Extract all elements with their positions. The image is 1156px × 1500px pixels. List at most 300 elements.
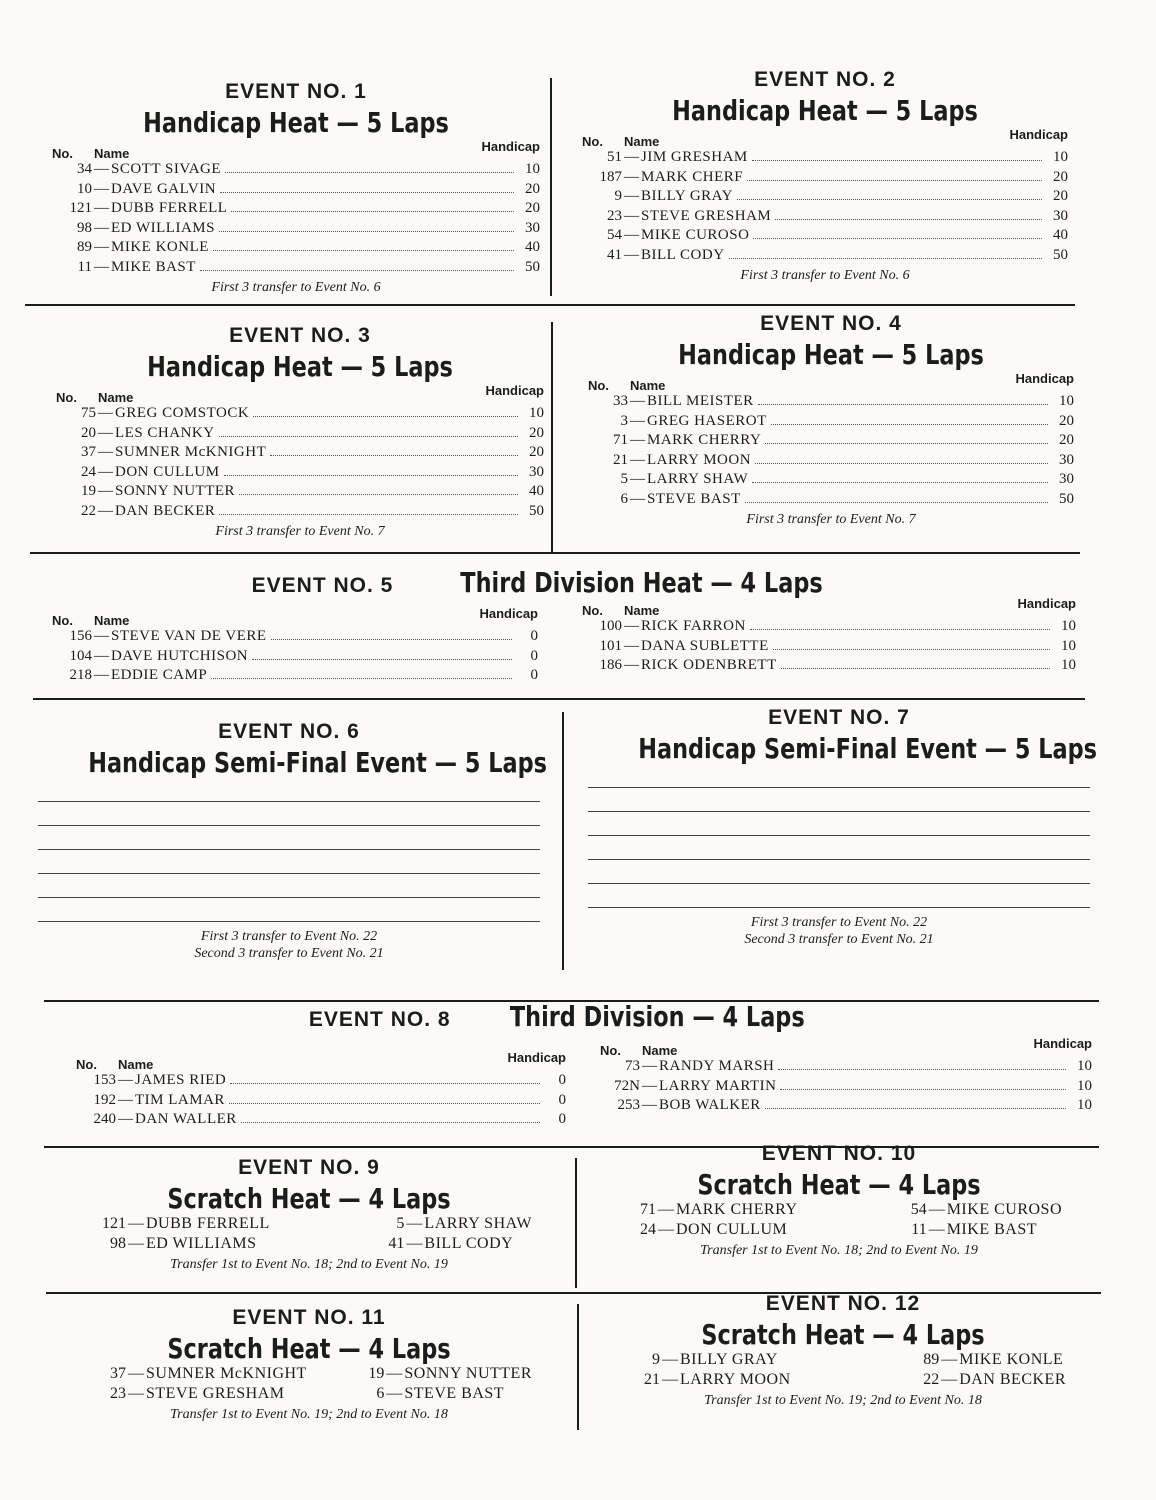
entry-row — [887, 1221, 1062, 1241]
rider-number: 121 — [102, 1215, 126, 1232]
entry-list — [56, 405, 544, 522]
rider-name: MARK CHERRY — [647, 432, 762, 448]
entry-row — [344, 1365, 532, 1385]
rider-number: 101 — [599, 637, 622, 654]
dash-separator: — — [624, 149, 639, 165]
transfer-note: First 3 transfer to Event No. 7 — [746, 512, 916, 527]
event-title: Scratch Heat — 4 Laps — [701, 1318, 985, 1351]
handicap-value: 40 — [529, 483, 544, 499]
event-number: EVENT NO. 12 — [765, 1292, 921, 1315]
dot-leader — [737, 199, 1042, 200]
rider-number: 37 — [110, 1365, 126, 1382]
transfer-note: First 3 transfer to Event No. 22 — [750, 915, 928, 930]
event-11-block — [66, 1306, 552, 1423]
transfer-note: First 3 transfer to Event No. 22 — [200, 929, 378, 944]
dot-leader — [765, 443, 1048, 444]
dot-leader — [745, 502, 1048, 503]
handicap-value: 20 — [1053, 188, 1068, 204]
rider-number: 3 — [620, 412, 628, 429]
dash-separator: — — [94, 180, 109, 197]
entry-row — [52, 181, 540, 201]
entry-row — [52, 161, 540, 181]
entry-row — [52, 200, 540, 220]
entry-list — [364, 1215, 532, 1255]
handicap-value: 0 — [558, 1091, 566, 1108]
handicap-value: 10 — [1077, 1097, 1092, 1113]
entry-row — [344, 1385, 532, 1405]
blank-entry-line — [588, 859, 1090, 860]
dash-separator: — — [128, 1235, 144, 1252]
entry-row — [86, 1365, 307, 1385]
rider-name: BILLY GRAY — [680, 1351, 778, 1368]
blank-entry-line — [588, 787, 1090, 788]
rider-number: 187 — [599, 168, 622, 185]
rider-name: DAN BECKER — [959, 1371, 1066, 1388]
rider-number: 54 — [607, 227, 622, 243]
blank-entry-line — [588, 907, 1090, 908]
dash-separator: — — [630, 412, 645, 429]
blank-entry-line — [588, 883, 1090, 884]
event-9-block — [66, 1156, 552, 1273]
handicap-value: 20 — [1059, 412, 1074, 429]
dot-leader — [729, 258, 1042, 259]
transfer-note: First 3 transfer to Event No. 6 — [740, 268, 910, 283]
dash-separator: — — [94, 628, 109, 644]
entry-row — [582, 188, 1068, 208]
blank-entry-line — [38, 801, 540, 802]
dash-separator: — — [98, 424, 113, 441]
entry-row — [582, 247, 1068, 267]
dot-leader — [773, 649, 1050, 650]
entry-row — [52, 628, 538, 648]
entry-list — [52, 161, 540, 278]
rider-number: 24 — [81, 463, 96, 480]
blank-entry-line — [38, 825, 540, 826]
event-5-left — [52, 606, 538, 687]
rider-number: 9 — [614, 188, 622, 204]
rider-name: STEVE GRESHAM — [146, 1385, 285, 1402]
dash-separator: — — [624, 168, 639, 185]
dash-separator: — — [624, 246, 639, 263]
dash-separator: — — [98, 405, 113, 421]
dot-leader — [780, 1089, 1066, 1090]
event-8-left — [76, 1050, 566, 1131]
dot-leader — [752, 482, 1048, 483]
handicap-value: 40 — [525, 239, 540, 255]
rider-number: 98 — [77, 219, 92, 236]
dash-separator: — — [642, 1077, 657, 1094]
rider-name: DUBB FERRELL — [146, 1215, 270, 1232]
handicap-value: 50 — [1053, 246, 1068, 263]
entry-list — [887, 1201, 1062, 1241]
rider-name: LARRY SHAW — [647, 471, 749, 487]
rider-number: 11 — [77, 258, 92, 275]
rider-name: SUMNER McKNIGHT — [146, 1365, 307, 1382]
dash-separator: — — [928, 1221, 945, 1238]
dash-separator: — — [662, 1351, 678, 1368]
column-headers: No. Name Handicap — [52, 606, 538, 628]
event-title: Scratch Heat — 4 Laps — [167, 1182, 451, 1215]
rider-name: DON CULLUM — [115, 463, 220, 480]
dash-separator: — — [118, 1111, 133, 1127]
event-title: Handicap Heat — 5 Laps — [147, 350, 453, 383]
entry-list — [86, 1215, 270, 1255]
dot-leader — [755, 463, 1048, 464]
rider-number: 72N — [614, 1077, 640, 1094]
entry-list — [620, 1351, 791, 1391]
rider-name: BILL MEISTER — [647, 393, 754, 409]
rider-number: 100 — [599, 618, 622, 634]
rider-name: RANDY MARSH — [659, 1058, 775, 1074]
handicap-value: 0 — [530, 667, 538, 683]
rider-name: EDDIE CAMP — [111, 667, 208, 683]
dot-leader — [239, 494, 518, 495]
handicap-value: 30 — [529, 463, 544, 480]
event-number: EVENT NO. 9 — [238, 1156, 380, 1179]
dot-leader — [271, 639, 512, 640]
dash-separator: — — [98, 444, 113, 460]
handicap-value: 10 — [1053, 149, 1068, 165]
rider-name: STEVE BAST — [404, 1385, 505, 1402]
rider-name: MARK CHERRY — [676, 1201, 798, 1218]
handicap-value: 10 — [1061, 637, 1076, 654]
dash-separator: — — [118, 1072, 133, 1088]
rider-number: 11 — [911, 1221, 927, 1238]
event-heading — [50, 566, 1070, 599]
entry-row — [620, 1371, 791, 1391]
rider-number: 5 — [620, 471, 628, 487]
handicap-value: 50 — [525, 258, 540, 275]
transfer-note: Second 3 transfer to Event No. 21 — [744, 932, 934, 947]
dash-separator: — — [94, 161, 109, 177]
rider-number: 33 — [613, 393, 628, 409]
event-5-block — [50, 566, 1070, 599]
dot-leader — [765, 1108, 1066, 1109]
entry-row — [76, 1111, 566, 1131]
dash-separator: — — [630, 490, 645, 507]
rider-number: 19 — [368, 1365, 385, 1382]
event-number: EVENT NO. 3 — [229, 324, 371, 347]
dash-separator: — — [630, 471, 645, 487]
dash-separator: — — [94, 239, 109, 255]
dash-separator: — — [128, 1215, 144, 1232]
handicap-value: 20 — [529, 424, 544, 441]
rider-number: 20 — [81, 424, 96, 441]
entry-row — [52, 648, 538, 668]
entry-row — [56, 444, 544, 464]
transfer-note: First 3 transfer to Event No. 6 — [211, 280, 381, 295]
blank-entry-line — [588, 835, 1090, 836]
event-8-right — [600, 1036, 1092, 1117]
dash-separator: — — [624, 618, 639, 634]
column-headers: No. Name Handicap — [600, 1036, 1092, 1058]
handicap-value: 20 — [525, 200, 540, 216]
handicap-value: 30 — [525, 219, 540, 236]
dash-separator: — — [94, 200, 109, 216]
dash-separator: — — [658, 1201, 674, 1218]
rider-number: 41 — [388, 1235, 405, 1252]
dot-leader — [230, 1083, 540, 1084]
entry-row — [582, 657, 1076, 677]
rider-number: 51 — [607, 149, 622, 165]
event-title: Scratch Heat — 4 Laps — [697, 1168, 981, 1201]
rider-name: JAMES RIED — [135, 1072, 227, 1088]
entry-row — [600, 1097, 1092, 1117]
entry-row — [582, 227, 1068, 247]
entry-row — [76, 1092, 566, 1112]
handicap-value: 0 — [558, 1111, 566, 1127]
rider-number: 34 — [77, 161, 92, 177]
column-headers: No. Name Handicap — [76, 1050, 566, 1072]
handicap-value: 0 — [530, 628, 538, 644]
column-divider — [577, 1304, 579, 1430]
rider-name: RICK ODENBRETT — [641, 657, 777, 673]
dash-separator: — — [94, 667, 109, 683]
entry-row — [588, 471, 1074, 491]
dot-leader — [758, 404, 1048, 405]
entry-row — [582, 618, 1076, 638]
rider-name: DAVE HUTCHISON — [111, 647, 249, 664]
dash-separator: — — [94, 258, 109, 275]
entry-row — [588, 393, 1074, 413]
event-number: EVENT NO. 2 — [754, 68, 896, 91]
dash-separator: — — [630, 451, 645, 468]
blank-entry-line — [38, 921, 540, 922]
rider-number: 89 — [923, 1351, 940, 1368]
dot-leader — [200, 270, 514, 271]
event-title: Handicap Heat — 5 Laps — [672, 94, 978, 127]
event-title: Handicap Semi-Final Event — 5 Laps — [638, 732, 1097, 765]
rider-number: 21 — [644, 1371, 660, 1388]
section-divider — [25, 304, 1075, 306]
dash-separator: — — [406, 1215, 423, 1232]
entry-pairs — [66, 1215, 552, 1255]
blank-entry-line — [38, 873, 540, 874]
dot-leader — [229, 1103, 540, 1104]
entry-row — [52, 220, 540, 240]
entry-row — [582, 149, 1068, 169]
event-number: EVENT NO. 7 — [768, 706, 910, 729]
blank-entry-line — [588, 811, 1090, 812]
dot-leader — [211, 678, 512, 679]
rider-number: 23 — [607, 207, 622, 224]
transfer-note: First 3 transfer to Event No. 7 — [215, 524, 385, 539]
dot-leader — [219, 514, 518, 515]
rider-name: STEVE GRESHAM — [641, 207, 772, 224]
rider-number: 19 — [81, 483, 96, 499]
dot-leader — [747, 180, 1042, 181]
rider-name: MIKE BAST — [946, 1221, 1037, 1238]
rider-number: 22 — [81, 502, 96, 519]
entry-row — [600, 1058, 1092, 1078]
handicap-value: 20 — [525, 180, 540, 197]
entry-row — [600, 1078, 1092, 1098]
dash-separator: — — [630, 393, 645, 409]
rider-name: ED WILLIAMS — [111, 219, 215, 236]
rider-name: SCOTT SIVAGE — [111, 161, 222, 177]
entry-list — [76, 1072, 566, 1131]
event-title: Handicap Heat — 5 Laps — [678, 338, 984, 371]
event-title: Scratch Heat — 4 Laps — [167, 1332, 451, 1365]
rider-name: MIKE KONLE — [111, 239, 209, 255]
rider-name: ED WILLIAMS — [146, 1235, 257, 1252]
dash-separator: — — [386, 1365, 403, 1382]
event-4-block — [588, 312, 1074, 528]
event-title: Third Division — 4 Laps — [509, 1000, 805, 1033]
rider-number: 104 — [69, 647, 92, 664]
rider-name: SUMNER McKNIGHT — [115, 444, 267, 460]
dash-separator: — — [630, 432, 645, 448]
rider-number: 98 — [110, 1235, 126, 1252]
section-divider — [30, 552, 1080, 554]
dot-leader — [778, 1069, 1066, 1070]
entry-row — [588, 432, 1074, 452]
rider-name: LARRY SHAW — [424, 1215, 532, 1232]
dash-separator: — — [624, 227, 639, 243]
entry-row — [616, 1221, 798, 1241]
dash-separator: — — [658, 1221, 674, 1238]
dot-leader — [775, 219, 1042, 220]
rider-name: STEVE BAST — [647, 490, 741, 507]
rider-number: 24 — [640, 1221, 656, 1238]
rider-name: LES CHANKY — [115, 424, 215, 441]
dash-separator: — — [118, 1091, 133, 1108]
dot-leader — [241, 1122, 540, 1123]
dot-leader — [252, 659, 512, 660]
rider-number: 121 — [69, 200, 92, 216]
handicap-value: 0 — [558, 1072, 566, 1088]
dash-separator: — — [94, 219, 109, 236]
entry-row — [582, 169, 1068, 189]
blank-entry-line — [38, 849, 540, 850]
rider-name: STEVE VAN DE VERE — [111, 628, 267, 644]
column-divider — [550, 78, 552, 296]
event-number: EVENT NO. 6 — [218, 720, 360, 743]
dash-separator: — — [128, 1365, 144, 1382]
event-number: EVENT NO. 5 — [251, 574, 394, 597]
rider-number: 71 — [640, 1201, 656, 1218]
rider-name: DANA SUBLETTE — [641, 637, 769, 654]
rider-number: 73 — [625, 1058, 640, 1074]
handicap-value: 10 — [525, 161, 540, 177]
entry-pairs — [600, 1351, 1086, 1391]
entry-row — [620, 1351, 791, 1371]
entry-row — [86, 1235, 270, 1255]
entry-row — [86, 1215, 270, 1235]
handicap-value: 30 — [1053, 207, 1068, 224]
rider-name: SONNY NUTTER — [404, 1365, 532, 1382]
event-5-right — [582, 596, 1076, 677]
rider-number: 240 — [93, 1111, 116, 1127]
rider-name: GREG HASEROT — [647, 412, 767, 429]
entry-pairs — [66, 1365, 552, 1405]
rider-name: JIM GRESHAM — [641, 149, 748, 165]
transfer-note: Transfer 1st to Event No. 19; 2nd to Event No. 18 — [704, 1393, 982, 1408]
entry-row — [582, 638, 1076, 658]
rider-name: BILLY GRAY — [641, 188, 733, 204]
rider-name: MIKE BAST — [111, 258, 196, 275]
handicap-value: 20 — [1059, 432, 1074, 448]
entry-row — [364, 1235, 532, 1255]
event-10-block — [596, 1142, 1082, 1259]
rider-number: 153 — [93, 1072, 116, 1088]
event-8-block — [60, 1000, 1090, 1033]
dot-leader — [219, 231, 514, 232]
entry-row — [56, 405, 544, 425]
handicap-value: 10 — [529, 405, 544, 421]
handicap-value: 30 — [1059, 471, 1074, 487]
rider-name: MIKE CUROSO — [946, 1201, 1062, 1218]
dot-leader — [220, 192, 514, 193]
column-headers: No. Name Handicap — [588, 371, 1074, 393]
handicap-value: 50 — [1059, 490, 1074, 507]
event-3-block — [56, 324, 544, 540]
dash-separator: — — [94, 647, 109, 664]
event-number: EVENT NO. 1 — [225, 80, 367, 103]
event-number: EVENT NO. 4 — [760, 312, 902, 335]
entry-list — [52, 628, 538, 687]
rider-number: 218 — [69, 667, 92, 683]
dash-separator: — — [624, 207, 639, 224]
event-6-block — [38, 720, 547, 962]
handicap-value: 30 — [1059, 451, 1074, 468]
rider-name: DAN WALLER — [135, 1111, 237, 1127]
handicap-value: 0 — [530, 647, 538, 664]
entry-row — [56, 503, 544, 523]
rider-number: 21 — [613, 451, 628, 468]
dash-separator: — — [642, 1058, 657, 1074]
entry-list — [588, 393, 1074, 510]
rider-number: 54 — [910, 1201, 927, 1218]
column-headers: No. Name Handicap — [582, 127, 1068, 149]
entry-list — [616, 1201, 798, 1241]
dash-separator: — — [98, 502, 113, 519]
dot-leader — [225, 172, 514, 173]
rider-name: BILL CODY — [641, 246, 725, 263]
rider-number: 89 — [77, 239, 92, 255]
handicap-value: 40 — [1053, 227, 1068, 243]
dash-separator: — — [941, 1371, 958, 1388]
rider-number: 186 — [599, 657, 622, 673]
dot-leader — [224, 475, 518, 476]
entry-list — [600, 1058, 1092, 1117]
event-12-block — [600, 1292, 1086, 1409]
entry-row — [52, 239, 540, 259]
column-divider — [551, 322, 553, 552]
rider-number: 5 — [396, 1215, 405, 1232]
dot-leader — [253, 416, 518, 417]
rider-name: TIM LAMAR — [135, 1091, 225, 1108]
entry-row — [899, 1371, 1066, 1391]
rider-name: GREG COMSTOCK — [115, 405, 250, 421]
rider-number: 192 — [93, 1091, 116, 1108]
dot-leader — [270, 455, 518, 456]
rider-number: 10 — [77, 180, 92, 197]
event-2-block — [582, 68, 1068, 284]
rider-name: DUBB FERRELL — [111, 200, 228, 216]
rider-number: 6 — [376, 1385, 385, 1402]
rider-number: 75 — [81, 405, 96, 421]
handicap-value: 10 — [1059, 393, 1074, 409]
entry-row — [56, 425, 544, 445]
dash-separator: — — [624, 657, 639, 673]
event-title: Handicap Semi-Final Event — 5 Laps — [88, 746, 547, 779]
entry-list — [86, 1365, 307, 1405]
column-headers: No. Name Handicap — [56, 383, 544, 405]
rider-name: DAVE GALVIN — [111, 180, 217, 197]
dash-separator: — — [941, 1351, 958, 1368]
dash-separator: — — [642, 1097, 657, 1113]
